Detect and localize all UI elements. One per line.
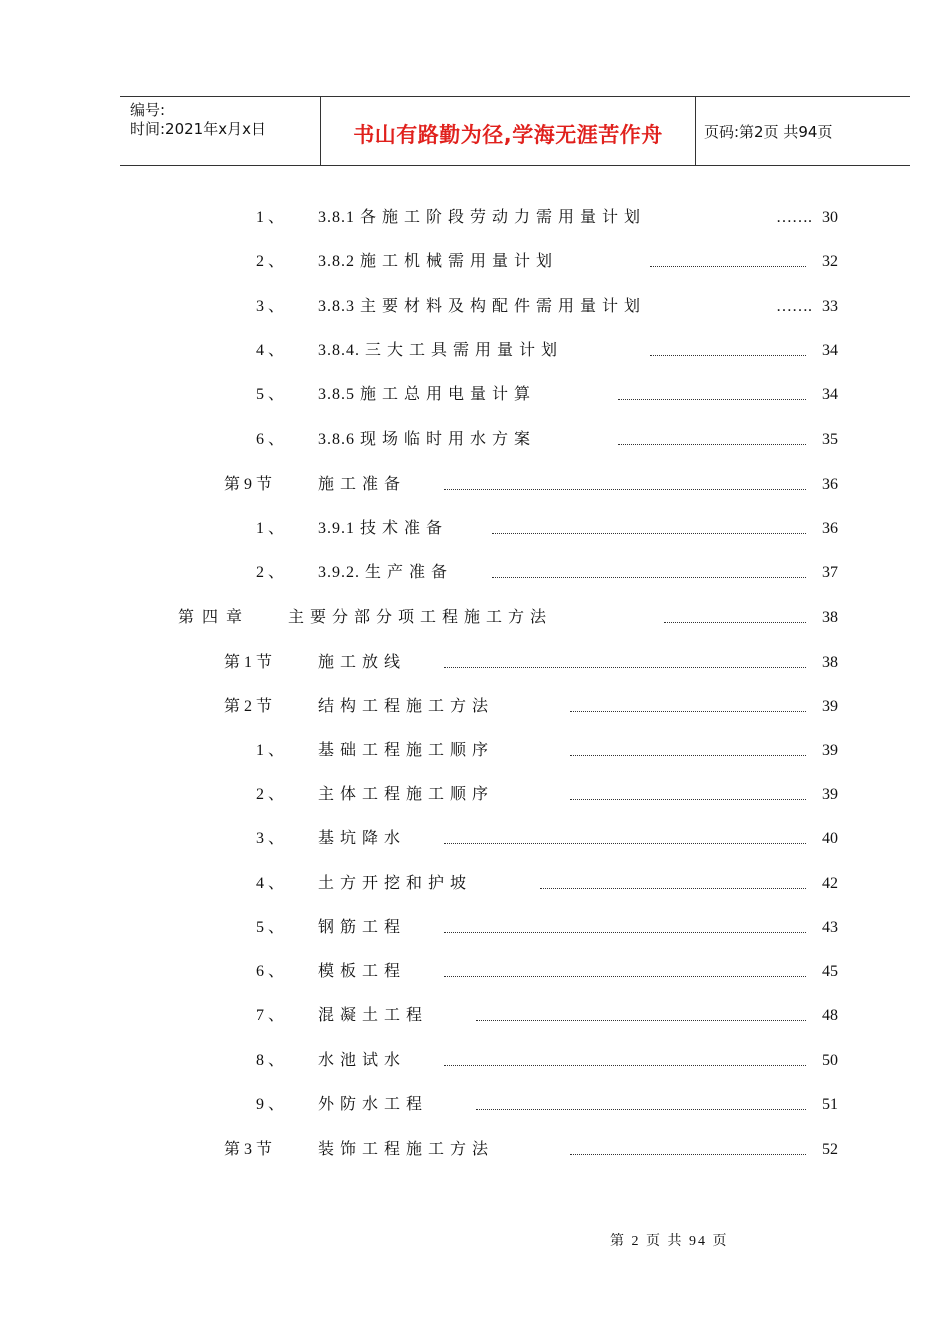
toc-entry[interactable]: [0, 872, 950, 896]
toc-dot-leader: [444, 1065, 806, 1066]
toc-dot-leader: [570, 711, 806, 712]
toc-entry-number: 3 、: [256, 830, 285, 847]
toc-entry-leader: …….: [776, 209, 812, 226]
toc-entry-title: 基 础 工 程 施 工 顺 序: [318, 742, 490, 759]
toc-dot-leader: [650, 355, 806, 356]
toc-entry-title: 3.8.1 各 施 工 阶 段 劳 动 力 需 用 量 计 划: [318, 209, 642, 226]
toc-entry[interactable]: [0, 295, 950, 319]
toc-entry-title: 施 工 准 备: [318, 476, 402, 493]
toc-dot-leader: [650, 266, 806, 267]
toc-dot-leader: [540, 888, 806, 889]
toc-dot-leader: [476, 1109, 806, 1110]
toc-entry[interactable]: [0, 960, 950, 984]
toc-entry-page: 50: [822, 1052, 838, 1069]
toc-entry-title: 3.8.3 主 要 材 料 及 构 配 件 需 用 量 计 划: [318, 298, 642, 315]
toc-entry-number: 1 、: [256, 742, 285, 759]
toc-entry[interactable]: [0, 695, 950, 719]
toc-entry-title: 模 板 工 程: [318, 963, 402, 980]
toc-entry[interactable]: [0, 827, 950, 851]
motto: 书山有路勤为径,学海无涯苦作舟: [353, 123, 663, 147]
toc-entry-number: 1 、: [256, 209, 285, 226]
toc-entry-number: 6 、: [256, 963, 285, 980]
toc-entry-page: 36: [822, 476, 838, 493]
toc-entry-title: 外 防 水 工 程: [318, 1096, 424, 1113]
toc-entry[interactable]: [0, 339, 950, 363]
toc-dot-leader: [444, 489, 806, 490]
toc-dot-leader: [570, 755, 806, 756]
toc-entry-number: 2 、: [256, 564, 285, 581]
toc-entry-page: 38: [822, 609, 838, 626]
toc-entry-page: 39: [822, 698, 838, 715]
toc-entry[interactable]: [0, 428, 950, 452]
toc-dot-leader: [444, 667, 806, 668]
toc-entry-page: 35: [822, 431, 838, 448]
toc-entry-number: 第 3 节: [224, 1141, 273, 1158]
toc-entry-page: 40: [822, 830, 838, 847]
toc-entry-title: 主 要 分 部 分 项 工 程 施 工 方 法: [288, 609, 548, 626]
toc-entry-page: 33: [822, 298, 838, 315]
toc-entry-number: 第 2 节: [224, 698, 273, 715]
toc-entry-title: 土 方 开 挖 和 护 坡: [318, 875, 468, 892]
toc-entry[interactable]: [0, 250, 950, 274]
toc-dot-leader: [492, 533, 806, 534]
toc-dot-leader: [444, 932, 806, 933]
toc-entry-leader: …….: [776, 298, 812, 315]
code-label: 编号:: [130, 101, 166, 119]
toc-entry-title: 混 凝 土 工 程: [318, 1007, 424, 1024]
toc-entry-page: 34: [822, 342, 838, 359]
toc-entry-page: 39: [822, 742, 838, 759]
toc-entry-title: 主 体 工 程 施 工 顺 序: [318, 786, 490, 803]
toc-entry[interactable]: [0, 1004, 950, 1028]
toc-entry-title: 3.8.5 施 工 总 用 电 量 计 算: [318, 386, 532, 403]
toc-entry-number: 6 、: [256, 431, 285, 448]
toc-dot-leader: [570, 1154, 806, 1155]
toc-dot-leader: [570, 799, 806, 800]
toc-entry[interactable]: [0, 1138, 950, 1162]
toc-entry-page: 45: [822, 963, 838, 980]
toc-entry-title: 3.8.6 现 场 临 时 用 水 方 案: [318, 431, 532, 448]
toc-dot-leader: [618, 444, 806, 445]
toc-entry-number: 5 、: [256, 386, 285, 403]
toc-entry-number: 2 、: [256, 786, 285, 803]
toc-entry-page: 36: [822, 520, 838, 537]
time-label: 时间:2021年x月x日: [130, 120, 266, 138]
toc-entry-page: 52: [822, 1141, 838, 1158]
toc-entry-title: 水 池 试 水: [318, 1052, 402, 1069]
toc-entry-page: 43: [822, 919, 838, 936]
toc-entry-title: 3.8.4. 三 大 工 具 需 用 量 计 划: [318, 342, 559, 359]
toc-entry[interactable]: [0, 206, 950, 230]
toc-entry-title: 装 饰 工 程 施 工 方 法: [318, 1141, 490, 1158]
toc-entry-page: 48: [822, 1007, 838, 1024]
toc-entry-number: 7 、: [256, 1007, 285, 1024]
toc-entry-number: 8 、: [256, 1052, 285, 1069]
toc-dot-leader: [476, 1020, 806, 1021]
toc-entry-number: 第 1 节: [224, 654, 273, 671]
toc-dot-leader: [492, 577, 806, 578]
toc-entry[interactable]: [0, 1049, 950, 1073]
toc-entry[interactable]: [0, 783, 950, 807]
toc-entry-title: 3.9.1 技 术 准 备: [318, 520, 444, 537]
toc-dot-leader: [444, 976, 806, 977]
toc-entry-page: 39: [822, 786, 838, 803]
toc-entry-title: 3.9.2. 生 产 准 备: [318, 564, 449, 581]
toc-entry-number: 4 、: [256, 875, 285, 892]
toc-dot-leader: [444, 843, 806, 844]
toc-entry-page: 32: [822, 253, 838, 270]
toc-entry-page: 51: [822, 1096, 838, 1113]
page-number-label: 页码:第2页 共94页: [704, 123, 833, 141]
toc-entry[interactable]: [0, 1093, 950, 1117]
toc-dot-leader: [664, 622, 806, 623]
toc-entry-page: 37: [822, 564, 838, 581]
toc-entry-number: 2 、: [256, 253, 285, 270]
toc-entry-page: 34: [822, 386, 838, 403]
toc-entry-page: 42: [822, 875, 838, 892]
toc-entry-title: 施 工 放 线: [318, 654, 402, 671]
toc-entry-number: 9 、: [256, 1096, 285, 1113]
toc-dot-leader: [618, 399, 806, 400]
toc-entry-number: 5 、: [256, 919, 285, 936]
toc-entry-title: 结 构 工 程 施 工 方 法: [318, 698, 490, 715]
toc-entry-title: 钢 筋 工 程: [318, 919, 402, 936]
toc-entry-number: 1 、: [256, 520, 285, 537]
toc-entry[interactable]: [0, 739, 950, 763]
toc-entry-number: 3 、: [256, 298, 285, 315]
toc-entry-title: 3.8.2 施 工 机 械 需 用 量 计 划: [318, 253, 554, 270]
toc-entry[interactable]: [0, 473, 950, 497]
page-footer: 第 2 页 共 94 页: [610, 1234, 729, 1249]
toc-entry[interactable]: [0, 916, 950, 940]
toc-entry-title: 基 坑 降 水: [318, 830, 402, 847]
toc-entry-page: 30: [822, 209, 838, 226]
toc-entry-number: 4 、: [256, 342, 285, 359]
toc-entry-page: 38: [822, 654, 838, 671]
toc-entry-number: 第 四 章: [178, 609, 245, 626]
toc-entry-number: 第 9 节: [224, 476, 273, 493]
toc-entry[interactable]: [0, 651, 950, 675]
toc-entry[interactable]: [0, 383, 950, 407]
toc-entry[interactable]: [0, 561, 950, 585]
toc-entry[interactable]: [0, 517, 950, 541]
toc-entry[interactable]: [0, 606, 950, 630]
